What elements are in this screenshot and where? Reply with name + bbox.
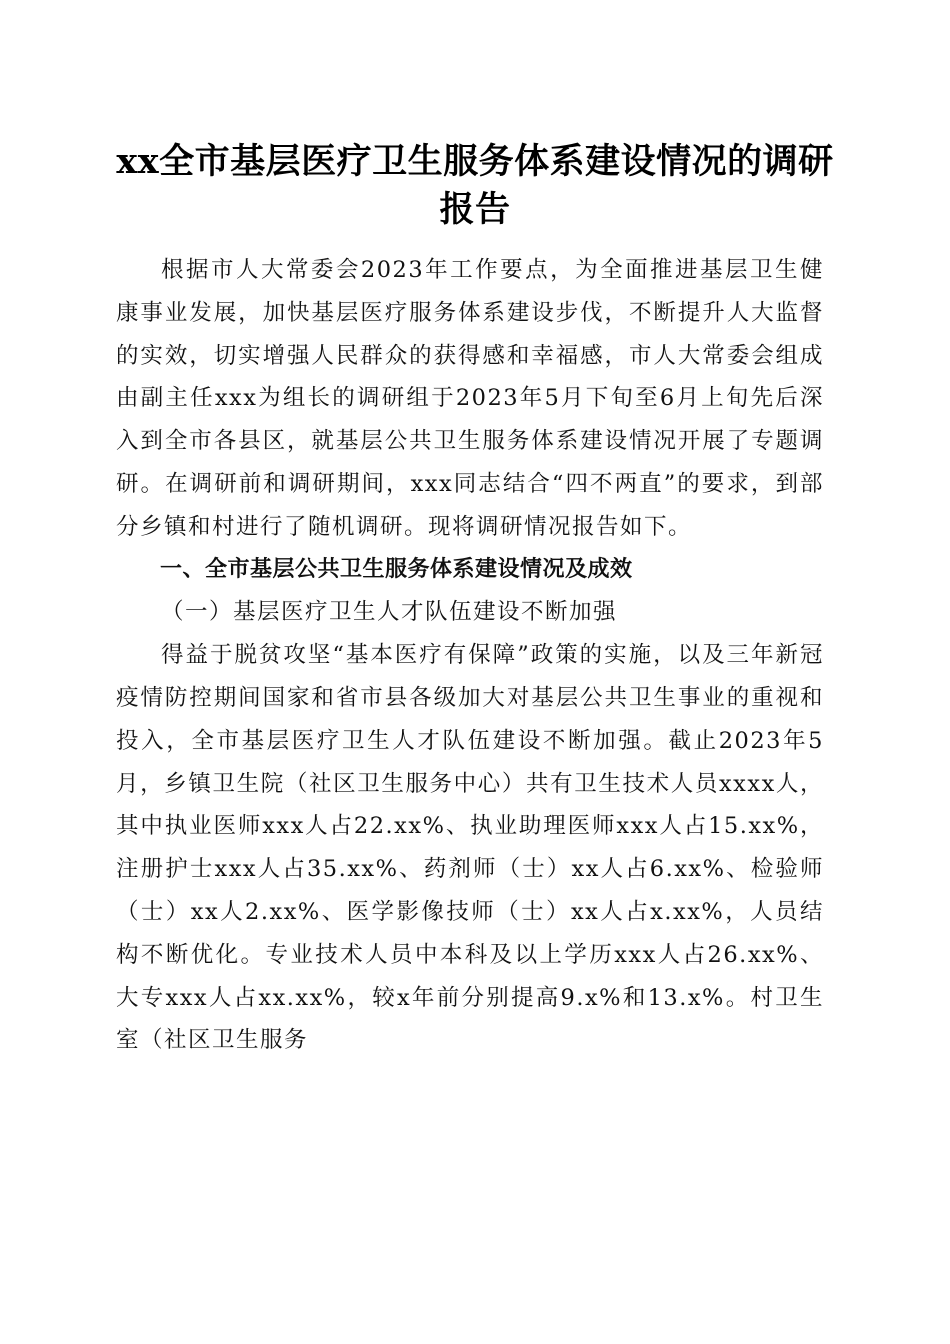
section-heading: 一、全市基层公共卫生服务体系建设情况及成效 [160,556,633,582]
document-body [116,249,824,1062]
subsection-heading: （一）基层医疗卫生人才队伍建设不断加强 [161,599,618,626]
body-paragraph: 得益于脱贫攻坚“基本医疗有保障”政策的实施，以及三年新冠疫情防控期间国家和省市县各级加大对基层公共卫生事业的重视和投入，全市基层医疗卫生人才队伍建设不断加强。截止2023年5月，乡镇卫生院（社区卫生服务中心）共有卫生技术人员xxxx人，其中执业医师xxx人占22.xx%、执业助理医师xxx人占15.xx%，注册护士xxx人占35.xx%、药剂师（士）xx人占6.xx%、检验师（士）xx人2.xx%、医学影像技师（士）xx人占x.xx%，人员结构不断优化。专业技术人员中本科及以上学历xxx人占26.xx%、大专xxx人占xx.xx%，较x年前分别提高9.x%和13.x%。村卫生室（社区卫生服务 [116,642,824,1054]
intro-paragraph: 根据市人大常委会2023年工作要点，为全面推进基层卫生健康事业发展，加快基层医疗服务体系建设步伐，不断提升人大监督的实效，切实增强人民群众的获得感和幸福感，市人大常委会组成由副主任xxx为组长的调研组于2023年5月下旬至6月上旬先后深入到全市各县区，就基层公共卫生服务体系建设情况开展了专题调研。在调研前和调研期间，xxx同志结合“四不两直”的要求，到部分乡镇和村进行了随机调研。现将调研情况报告如下。 [116,257,824,540]
document-title: xx全市基层医疗卫生服务体系建设情况的调研报告 [116,141,834,230]
